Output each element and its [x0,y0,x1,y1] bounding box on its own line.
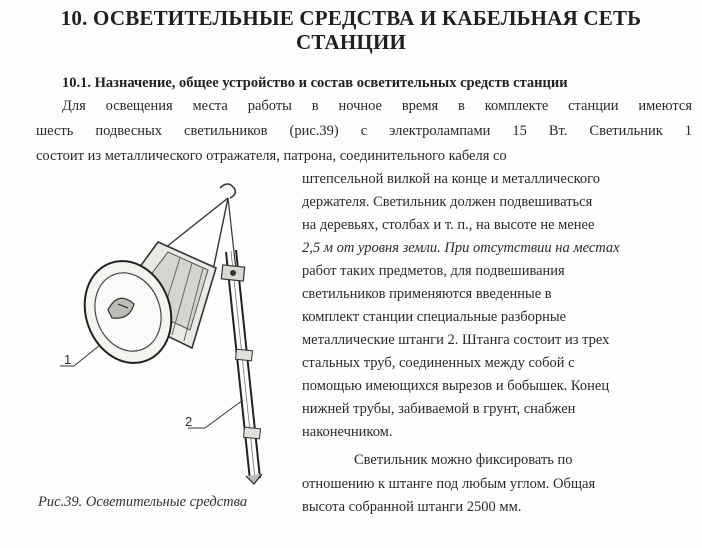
paragraph-line: держателя. Светильник должен подвешиваться [302,194,593,210]
figure-label-2: 2 [185,414,193,429]
paragraph-line: стальных труб, соединенных между собой с [302,355,575,371]
paragraph-line: помощью имеющихся вырезов и бобышек. Конец [302,378,610,394]
pole-tip [246,474,262,484]
paragraph-line: высота собранной штанги 2500 мм. [302,499,522,515]
section-heading: 10.1. Назначение, общее устройство и состав осветительных средств станции [62,75,568,91]
figure-39 [40,180,310,485]
paragraph-line: светильников применяются введенные в [302,286,552,302]
paragraph-line: шесть подвесных светильников (рис.39) с электролампами 15 Вт. Светильник 1 [36,123,692,139]
paragraph-line: Для освещения места работы в ночное время в комплекте станции имеются [62,98,692,114]
paragraph-line: отношению к штанге под любым углом. Общая [302,476,596,492]
page-title [0,6,702,54]
paragraph-line: работ таких предметов, для подвешивания [302,263,565,279]
title-line-2: СТАНЦИИ [295,30,407,54]
hook-icon [220,184,235,198]
paragraph-line: нижней трубы, забиваемой в грунт, снабжен [302,401,576,417]
pole-joint [244,427,261,439]
pole-joint [236,349,253,361]
paragraph-line: состоит из металлического отражателя, патрона, соединительного кабеля со [36,148,507,164]
paragraph-line: наконечником. [302,424,393,440]
paragraph-line: комплект станции специальные разборные [302,309,567,325]
paragraph-line: Светильник можно фиксировать по [354,452,573,468]
paragraph-line: на деревьях, столбах и т. п., на высоте не менее [302,217,595,233]
paragraph-line: металлические штанги 2. Штанга состоит из трех [302,332,610,348]
figure-caption: Рис.39. Осветительные средства [38,494,248,510]
pole-right [236,250,260,478]
figure-label-1: 1 [64,352,72,367]
lamp-illustration [40,180,310,485]
paragraph-line: 2,5 м от уровня земли. При отсутствии на местах [302,240,620,256]
title-line-1: 10. ОСВЕТИТЕЛЬНЫЕ СРЕДСТВА И КАБЕЛЬНАЯ СЕТЬ [60,6,642,30]
pole-left [226,252,250,480]
paragraph-line: штепсельной вилкой на конце и металлического [302,171,600,187]
